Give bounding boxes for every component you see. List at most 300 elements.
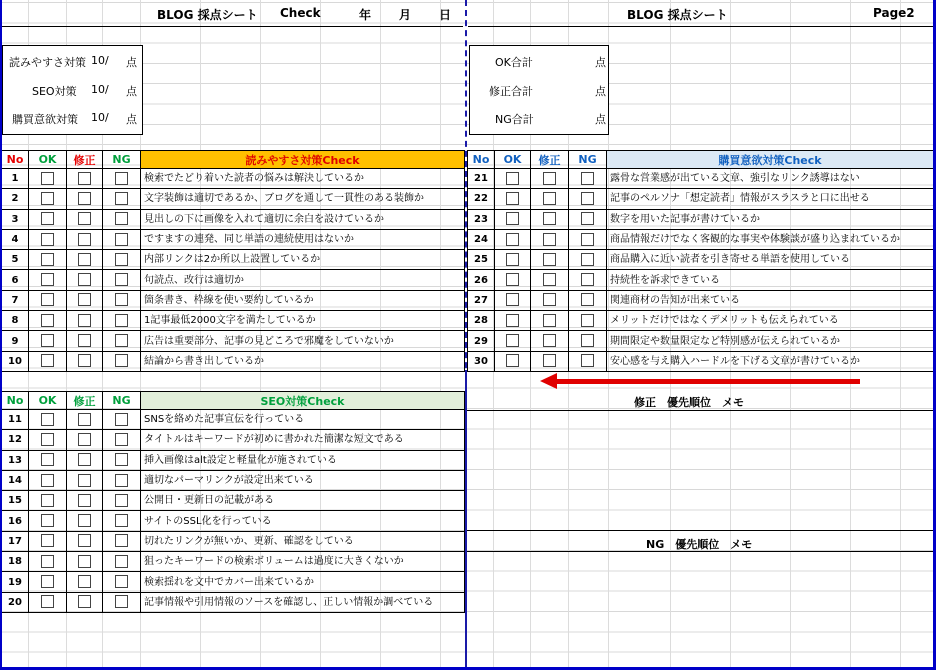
check-item-text: 露骨な営業感が出ている文章、強引なリンク誘導はない [607,169,934,189]
check-label: Check [280,6,321,20]
fix-checkbox[interactable] [78,314,91,327]
fix-cell [67,290,103,310]
ng-cell [103,450,141,470]
red-arrow-head-icon [540,373,557,389]
ok-checkbox[interactable] [41,575,54,588]
check-row [2,270,465,290]
ok-cell [495,169,531,189]
ng-cell [103,491,141,511]
check-item-text: SNSを絡めた記事宣伝を行っている [141,410,465,430]
fix-checkbox[interactable] [78,293,91,306]
memo-divider [467,410,934,411]
purchase-header: 購買意欲対策Check [607,151,934,169]
ng-checkbox[interactable] [115,433,128,446]
check-item-text: 内部リンクは2か所以上設置しているか [141,250,465,270]
ng-cell [103,351,141,371]
ng-checkbox[interactable] [115,575,128,588]
item-number: 10 [2,351,29,371]
ok-checkbox[interactable] [41,595,54,608]
ok-cell [29,250,67,270]
item-number: 15 [2,491,29,511]
ng-checkbox[interactable] [115,534,128,547]
ok-cell [29,410,67,430]
check-row [2,209,465,229]
ok-cell [29,592,67,612]
ok-checkbox[interactable] [41,293,54,306]
check-row [468,189,934,209]
ng-cell [103,290,141,310]
check-item-text: 適切なパーマリンクが設定出来ている [141,470,465,490]
item-number: 17 [2,531,29,551]
check-item-text: タイトルはキーワードが初めに書かれた簡潔な短文である [141,430,465,450]
check-row [468,229,934,249]
ok-cell [29,169,67,189]
ok-cell [29,351,67,371]
ng-checkbox[interactable] [115,233,128,246]
col-ok: OK [29,392,67,410]
check-item-text: 持続性を訴求できている [607,270,934,290]
ok-checkbox[interactable] [41,413,54,426]
check-row [2,311,465,331]
item-number: 7 [2,290,29,310]
fix-checkbox[interactable] [543,354,556,367]
page-label: Page2 [873,6,915,20]
check-row [468,290,934,310]
ng-checkbox[interactable] [115,354,128,367]
item-number: 6 [2,270,29,290]
col-fix: 修正 [531,151,569,169]
col-fix: 修正 [67,151,103,169]
fix-cell [67,229,103,249]
check-row [2,169,465,189]
fix-cell [531,311,569,331]
check-row [2,552,465,572]
check-item-text: 見出しの下に画像を入れて適切に余白を設けているか [141,209,465,229]
ng-checkbox[interactable] [115,453,128,466]
ng-checkbox[interactable] [581,273,594,286]
ng-cell [569,290,607,310]
fix-cell [67,169,103,189]
ok-checkbox[interactable] [506,334,519,347]
ng-cell [103,410,141,430]
ng-cell [103,270,141,290]
check-row [2,290,465,310]
fix-checkbox[interactable] [543,212,556,225]
fix-checkbox[interactable] [78,494,91,507]
fix-checkbox[interactable] [78,354,91,367]
ok-cell [29,209,67,229]
ok-checkbox[interactable] [506,273,519,286]
header-divider-right [468,26,933,27]
ng-checkbox[interactable] [115,314,128,327]
fix-checkbox[interactable] [78,273,91,286]
check-item-text: 挿入画像はalt設定と軽量化が施されている [141,450,465,470]
ng-cell [569,250,607,270]
readability-header: 読みやすさ対策Check [141,151,465,169]
item-number: 11 [2,410,29,430]
fix-checkbox[interactable] [543,334,556,347]
check-row [2,592,465,612]
fix-checkbox[interactable] [78,514,91,527]
fix-cell [67,331,103,351]
ok-checkbox[interactable] [41,555,54,568]
ng-cell [569,189,607,209]
ok-checkbox[interactable] [41,433,54,446]
ok-cell [495,311,531,331]
check-item-text: 商品情報だけでなく客観的な事実や体験談が盛り込まれているか [607,229,934,249]
ng-cell [103,189,141,209]
fix-cell [67,552,103,572]
check-row [2,410,465,430]
check-item-text: 句読点、改行は適切か [141,270,465,290]
fix-cell [67,250,103,270]
ok-cell [29,572,67,592]
ng-cell [103,250,141,270]
ng-priority-memo-title: NG 優先順位 メモ [646,538,753,551]
item-number: 4 [2,229,29,249]
ng-checkbox[interactable] [581,334,594,347]
check-row [2,491,465,511]
check-row [2,331,465,351]
col-no: No [468,151,495,169]
ng-checkbox[interactable] [581,293,594,306]
ng-cell [103,209,141,229]
fix-cell [67,270,103,290]
ng-checkbox[interactable] [115,273,128,286]
item-number: 18 [2,552,29,572]
check-item-text: 広告は重要部分、記事の見どころで邪魔をしていないか [141,331,465,351]
ok-checkbox[interactable] [41,273,54,286]
col-ng: NG [103,151,141,169]
ok-checkbox[interactable] [506,233,519,246]
item-number: 13 [2,450,29,470]
fix-cell [67,311,103,331]
ng-cell [103,592,141,612]
ng-checkbox[interactable] [115,494,128,507]
fix-checkbox[interactable] [78,595,91,608]
ng-checkbox[interactable] [115,595,128,608]
fix-cell [67,189,103,209]
fix-checkbox[interactable] [78,575,91,588]
ng-cell [569,209,607,229]
ok-checkbox[interactable] [41,212,54,225]
sheet-title-right: BLOG 採点シート [627,8,728,22]
ok-cell [29,331,67,351]
item-number: 16 [2,511,29,531]
fix-checkbox[interactable] [78,474,91,487]
fix-checkbox[interactable] [78,433,91,446]
check-item-text: 文字装飾は適切であるか、ブログを通して一貫性のある装飾か [141,189,465,209]
fix-checkbox[interactable] [543,314,556,327]
ng-cell [569,331,607,351]
ng-checkbox[interactable] [581,354,594,367]
fix-cell [531,270,569,290]
fix-cell [67,450,103,470]
ok-cell [29,311,67,331]
purchase-rows [468,169,934,372]
fix-checkbox[interactable] [78,192,91,205]
ng-cell [103,531,141,551]
check-row [2,189,465,209]
col-ok: OK [495,151,531,169]
item-number: 20 [2,592,29,612]
month-label: 月 [399,8,412,22]
check-row [2,531,465,551]
ok-checkbox[interactable] [506,253,519,266]
seo-rows [2,410,465,613]
check-item-text: 切れたリンクが無いか、更新、確認をしている [141,531,465,551]
fix-checkbox[interactable] [78,534,91,547]
ok-checkbox[interactable] [41,453,54,466]
check-item-text: 公開日・更新日の記載がある [141,491,465,511]
check-item-text: 数字を用いた記事が書けているか [607,209,934,229]
fix-checkbox[interactable] [543,192,556,205]
fix-cell [531,189,569,209]
ok-cell [29,290,67,310]
ng-cell [103,331,141,351]
fix-checkbox[interactable] [78,413,91,426]
ng-checkbox[interactable] [115,413,128,426]
check-item-text: ですますの連発、同じ単語の連続使用はないか [141,229,465,249]
ok-cell [29,470,67,490]
fix-priority-memo-title: 修正 優先順位 メモ [634,396,744,409]
item-number: 19 [2,572,29,592]
ng-cell [103,552,141,572]
fix-cell [67,430,103,450]
item-number: 14 [2,470,29,490]
check-row [468,331,934,351]
check-item-text: 期間限定や数量限定など特別感が伝えられているか [607,331,934,351]
ok-cell [29,511,67,531]
item-number: 28 [468,311,495,331]
red-arrow-shaft [555,379,860,384]
purchase-check-table [467,150,934,372]
fix-cell [67,592,103,612]
fix-cell [67,351,103,371]
ok-cell [29,491,67,511]
fix-checkbox[interactable] [78,453,91,466]
col-ng: NG [103,392,141,410]
ok-checkbox[interactable] [41,314,54,327]
fix-cell [531,229,569,249]
ok-cell [495,209,531,229]
item-number: 26 [468,270,495,290]
item-number: 29 [468,331,495,351]
ng-checkbox[interactable] [581,212,594,225]
check-item-text: 商品購入に近い読者を引き寄せる単語を使用している [607,250,934,270]
ok-checkbox[interactable] [41,474,54,487]
check-item-text: 狙ったキーワードの検索ボリュームは過度に大きくないか [141,552,465,572]
ng-cell [103,470,141,490]
check-item-text: 検索揺れを文中でカバー出来ているか [141,572,465,592]
ok-checkbox[interactable] [41,233,54,246]
ok-checkbox[interactable] [506,192,519,205]
ng-checkbox[interactable] [115,253,128,266]
ng-checkbox[interactable] [115,212,128,225]
check-row [468,351,934,371]
item-number: 23 [468,209,495,229]
fix-cell [67,531,103,551]
seo-check-table [1,391,465,613]
check-row [468,169,934,189]
fix-cell [531,331,569,351]
ng-cell [569,169,607,189]
check-row [468,311,934,331]
ng-checkbox[interactable] [581,253,594,266]
ok-checkbox[interactable] [41,334,54,347]
ok-cell [29,189,67,209]
check-row [2,351,465,371]
fix-cell [67,572,103,592]
fix-checkbox[interactable] [78,555,91,568]
ok-cell [495,270,531,290]
day-label: 日 [439,8,452,22]
page-divider [465,370,467,670]
ng-checkbox[interactable] [581,172,594,185]
check-row [468,209,934,229]
item-number: 5 [2,250,29,270]
check-row [2,572,465,592]
item-number: 21 [468,169,495,189]
sheet-title-left: BLOG 採点シート [157,8,258,22]
ok-checkbox[interactable] [41,253,54,266]
ok-cell [29,450,67,470]
fix-checkbox[interactable] [543,233,556,246]
col-no: No [2,392,29,410]
ng-cell [103,311,141,331]
ok-cell [29,552,67,572]
ng-checkbox[interactable] [115,192,128,205]
fix-cell [531,290,569,310]
fix-checkbox[interactable] [78,233,91,246]
ok-cell [495,229,531,249]
ng-checkbox[interactable] [581,233,594,246]
ok-checkbox[interactable] [506,314,519,327]
check-row [2,430,465,450]
check-item-text: 記事情報や引用情報のソースを確認し、正しい情報か調べている [141,592,465,612]
seo-header: SEO対策Check [141,392,465,410]
ok-cell [495,290,531,310]
check-item-text: 1記事最低2000文字を満たしているか [141,311,465,331]
memo-divider [467,530,934,531]
col-no: No [2,151,29,169]
fix-checkbox[interactable] [78,334,91,347]
item-number: 22 [468,189,495,209]
ng-checkbox[interactable] [581,192,594,205]
ng-checkbox[interactable] [115,334,128,347]
fix-checkbox[interactable] [543,253,556,266]
summary-readability: 読みやすさ対策 10/ 点 [9,54,137,69]
ok-checkbox[interactable] [41,514,54,527]
ok-cell [495,250,531,270]
item-number: 2 [2,189,29,209]
ok-cell [495,331,531,351]
frame-left [0,0,2,670]
ok-checkbox[interactable] [41,354,54,367]
check-item-text: 検索でたどり着いた読者の悩みは解決しているか [141,169,465,189]
check-item-text: メリットだけではなくデメリットも伝えられている [607,311,934,331]
fix-checkbox[interactable] [543,293,556,306]
ok-checkbox[interactable] [41,534,54,547]
ng-cell [103,511,141,531]
check-row [2,229,465,249]
readability-check-table [1,150,465,372]
fix-checkbox[interactable] [543,172,556,185]
readability-rows [2,169,465,372]
fix-checkbox[interactable] [78,172,91,185]
ng-checkbox[interactable] [115,293,128,306]
fix-checkbox[interactable] [78,212,91,225]
ok-checkbox[interactable] [506,172,519,185]
check-row [2,511,465,531]
ng-cell [103,430,141,450]
ng-cell [569,229,607,249]
check-item-text: 記事のペルソナ「想定読者」情報がスラスラと口に出せる [607,189,934,209]
col-ok: OK [29,151,67,169]
check-row [2,450,465,470]
fix-cell [531,169,569,189]
ok-cell [495,189,531,209]
ng-cell [569,311,607,331]
ng-checkbox[interactable] [115,514,128,527]
fix-cell [67,491,103,511]
ok-cell [29,270,67,290]
check-row [2,250,465,270]
year-label: 年 [359,8,372,22]
item-number: 25 [468,250,495,270]
fix-checkbox[interactable] [78,253,91,266]
ng-cell [103,572,141,592]
fix-cell [531,351,569,371]
ok-checkbox[interactable] [41,192,54,205]
check-item-text: 関連商材の告知が出来ている [607,290,934,310]
fix-cell [531,250,569,270]
fix-cell [67,209,103,229]
check-item-text: 安心感を与え購入ハードルを下げる文章が書けているか [607,351,934,371]
ng-checkbox[interactable] [115,555,128,568]
ok-cell [495,351,531,371]
ok-cell [29,430,67,450]
item-number: 8 [2,311,29,331]
ok-checkbox[interactable] [506,212,519,225]
fix-cell [67,511,103,531]
fix-checkbox[interactable] [543,273,556,286]
ok-checkbox[interactable] [41,494,54,507]
fix-cell [531,209,569,229]
check-row [2,470,465,490]
check-item-text: サイトのSSL化を行っている [141,511,465,531]
item-number: 27 [468,290,495,310]
ng-cell [103,169,141,189]
check-item-text: 結論から書き出しているか [141,351,465,371]
memo-divider [467,551,934,552]
item-number: 24 [468,229,495,249]
ng-cell [569,351,607,371]
ng-checkbox[interactable] [581,314,594,327]
ng-checkbox[interactable] [115,172,128,185]
item-number: 9 [2,331,29,351]
ok-checkbox[interactable] [41,172,54,185]
ok-cell [29,531,67,551]
fix-cell [67,410,103,430]
check-row [468,270,934,290]
col-fix: 修正 [67,392,103,410]
ng-checkbox[interactable] [115,474,128,487]
ok-checkbox[interactable] [506,354,519,367]
item-number: 12 [2,430,29,450]
ok-checkbox[interactable] [506,293,519,306]
fix-cell [67,470,103,490]
